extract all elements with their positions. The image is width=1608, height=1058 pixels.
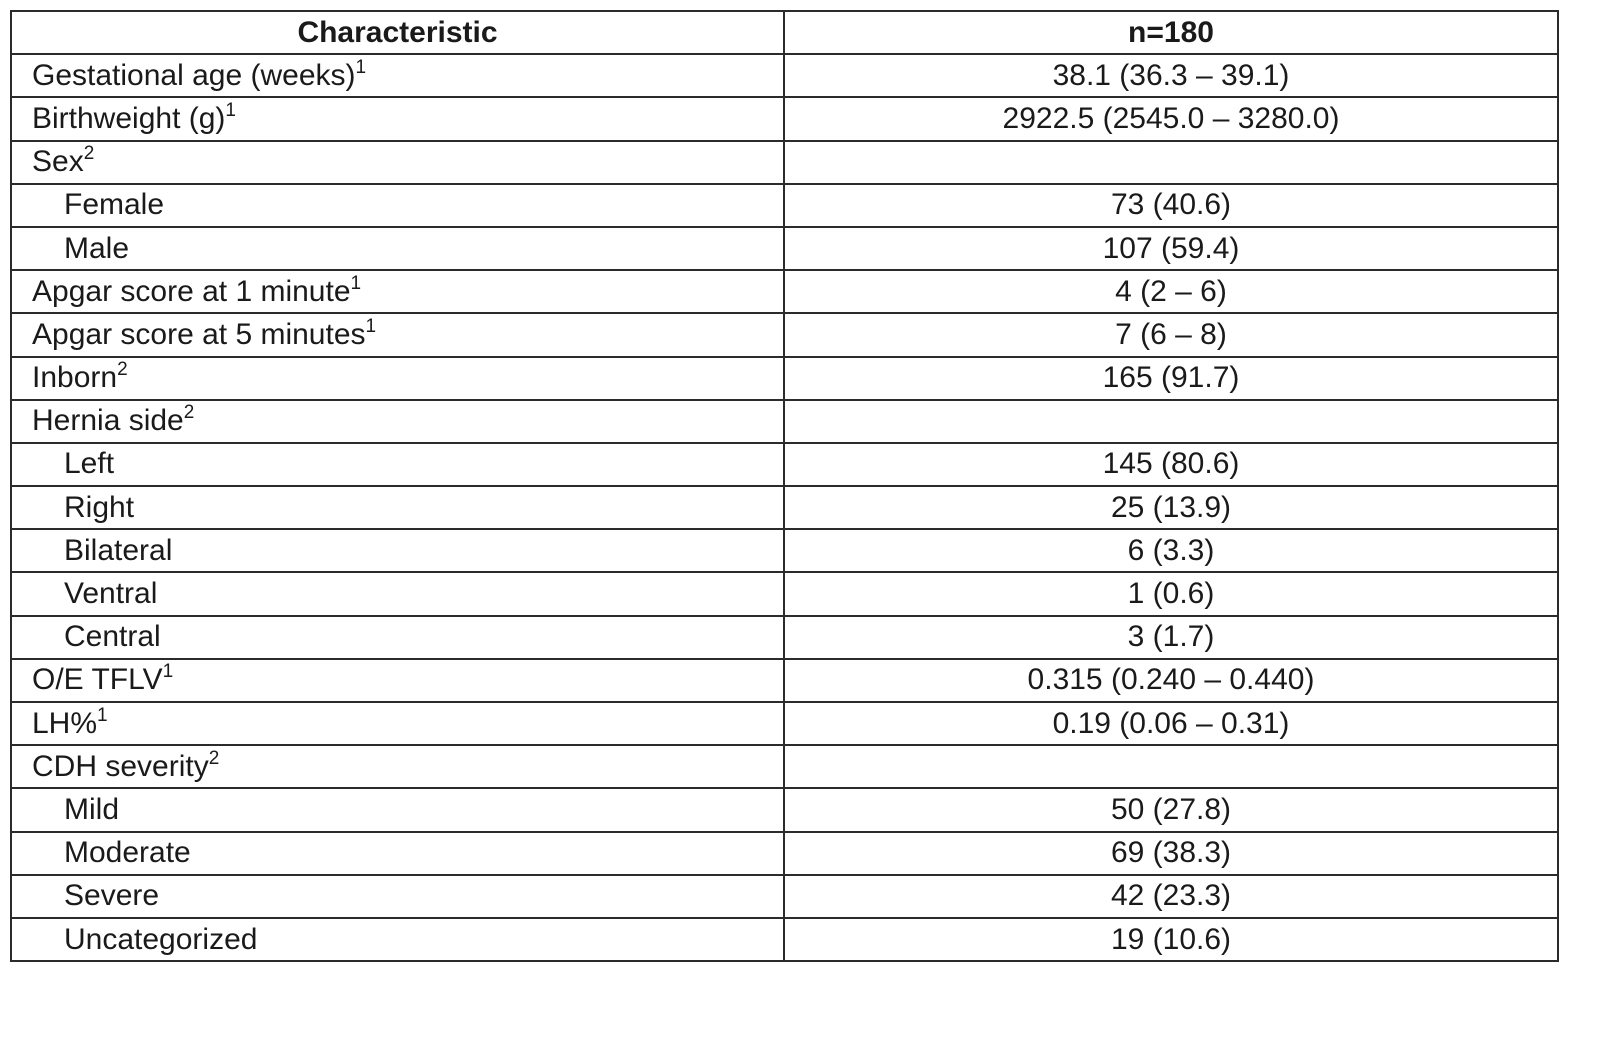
- row-label-cell: [11, 400, 784, 443]
- table-row: [11, 400, 1558, 443]
- table-row: [11, 270, 1558, 313]
- row-value: 0.315 (0.240 – 0.440): [784, 659, 1558, 702]
- table-row: [11, 702, 1558, 745]
- row-value: [784, 141, 1558, 184]
- row-label-cell: [11, 875, 784, 918]
- footnote-marker: 2: [117, 359, 128, 381]
- row-label-cell: [11, 141, 784, 184]
- table-row: [11, 54, 1558, 97]
- row-label: Apgar score at 5 minutes: [32, 317, 366, 351]
- row-label: Left: [64, 447, 115, 481]
- row-label: Moderate: [64, 836, 191, 870]
- row-label-cell: [11, 227, 784, 270]
- row-label: Severe: [64, 879, 160, 913]
- row-value: [784, 745, 1558, 788]
- row-value: 38.1 (36.3 – 39.1): [784, 54, 1558, 97]
- table-row: [11, 918, 1558, 961]
- row-value: 7 (6 – 8): [784, 313, 1558, 356]
- row-value: 145 (80.6): [784, 443, 1558, 486]
- table-row: [11, 616, 1558, 659]
- row-label: Hernia side: [32, 404, 184, 438]
- table-row: [11, 659, 1558, 702]
- row-label-cell: [11, 918, 784, 961]
- row-label: O/E TFLV: [32, 663, 163, 697]
- header-n: n=180: [784, 11, 1558, 54]
- footnote-marker: 1: [355, 56, 367, 78]
- footnote-marker: 1: [365, 315, 377, 337]
- row-label-cell: [11, 659, 784, 702]
- header-characteristic: Characteristic: [11, 11, 784, 54]
- row-label-cell: [11, 832, 784, 875]
- row-label-cell: [11, 357, 784, 400]
- row-value: 73 (40.6): [784, 184, 1558, 227]
- row-label: Right: [64, 490, 135, 524]
- table-row: [11, 97, 1558, 140]
- header-row: [11, 11, 1558, 54]
- table-row: [11, 745, 1558, 788]
- footnote-marker: 1: [225, 99, 236, 121]
- row-label-cell: [11, 616, 784, 659]
- row-label-cell: [11, 745, 784, 788]
- table-row: [11, 141, 1558, 184]
- row-label-cell: [11, 97, 784, 140]
- row-value: 69 (38.3): [784, 832, 1558, 875]
- row-value: 3 (1.7): [784, 616, 1558, 659]
- row-label: LH%: [32, 706, 98, 740]
- footnote-marker: 2: [183, 402, 195, 424]
- row-label: Uncategorized: [64, 922, 258, 956]
- footnote-marker: 2: [208, 747, 220, 769]
- row-label: CDH severity: [32, 749, 209, 783]
- row-value: 2922.5 (2545.0 – 3280.0): [784, 97, 1558, 140]
- footnote-marker: 1: [350, 272, 362, 294]
- row-label-cell: [11, 788, 784, 831]
- row-label: Male: [64, 231, 130, 265]
- row-value: 42 (23.3): [784, 875, 1558, 918]
- row-label-cell: [11, 270, 784, 313]
- row-label: Sex: [32, 145, 84, 179]
- row-label: Central: [64, 620, 161, 654]
- row-value: [784, 400, 1558, 443]
- table-row: [11, 529, 1558, 572]
- row-label: Bilateral: [64, 533, 173, 567]
- table-row: [11, 184, 1558, 227]
- table-row: [11, 357, 1558, 400]
- row-label-cell: [11, 486, 784, 529]
- row-label: Inborn: [32, 361, 118, 395]
- row-value: 0.19 (0.06 – 0.31): [784, 702, 1558, 745]
- row-label-cell: [11, 572, 784, 615]
- table-row: [11, 227, 1558, 270]
- table-row: [11, 443, 1558, 486]
- footnote-marker: 2: [83, 143, 95, 165]
- characteristics-table: [10, 10, 1559, 962]
- table-body: [11, 54, 1558, 961]
- row-value: 1 (0.6): [784, 572, 1558, 615]
- row-label-cell: [11, 702, 784, 745]
- row-label: Mild: [64, 792, 120, 826]
- row-label-cell: [11, 184, 784, 227]
- row-label-cell: [11, 443, 784, 486]
- table-row: [11, 832, 1558, 875]
- row-value: 50 (27.8): [784, 788, 1558, 831]
- row-label-cell: [11, 313, 784, 356]
- table-header: [11, 11, 1558, 54]
- table-row: [11, 788, 1558, 831]
- table-row: [11, 572, 1558, 615]
- row-value: 4 (2 – 6): [784, 270, 1558, 313]
- row-label-cell: [11, 529, 784, 572]
- row-value: 107 (59.4): [784, 227, 1558, 270]
- row-label-cell: [11, 54, 784, 97]
- row-label: Apgar score at 1 minute: [32, 274, 351, 308]
- row-label: Female: [64, 188, 165, 222]
- row-value: 165 (91.7): [784, 357, 1558, 400]
- row-value: 6 (3.3): [784, 529, 1558, 572]
- footnote-marker: 1: [162, 661, 174, 683]
- row-label: Ventral: [64, 577, 158, 611]
- table-row: [11, 875, 1558, 918]
- row-value: 19 (10.6): [784, 918, 1558, 961]
- row-value: 25 (13.9): [784, 486, 1558, 529]
- table-row: [11, 486, 1558, 529]
- row-label: Birthweight (g): [32, 101, 226, 135]
- row-label: Gestational age (weeks): [32, 58, 356, 92]
- table-row: [11, 313, 1558, 356]
- footnote-marker: 1: [97, 704, 108, 726]
